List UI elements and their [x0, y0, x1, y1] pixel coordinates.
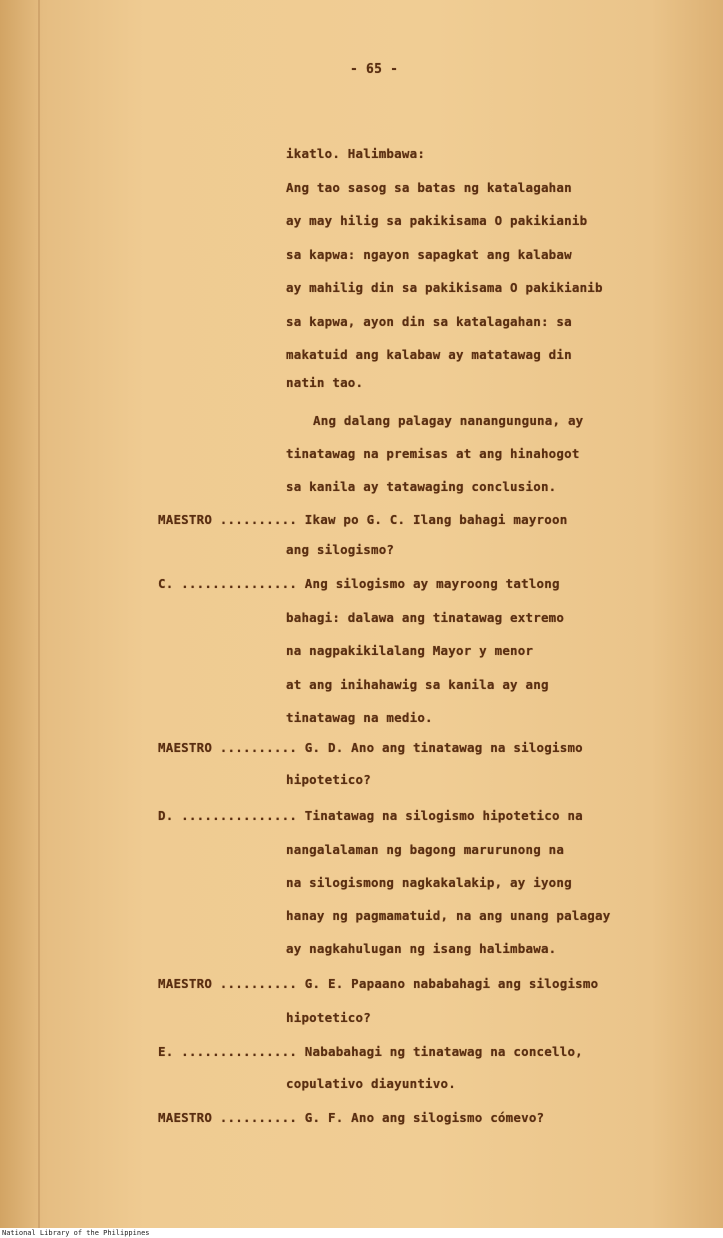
text-line: ay mahilig din sa pakikisama O pakikianib: [286, 280, 603, 295]
speaker-line: MAESTRO .......... Ikaw po G. C. Ilang bahagi mayroon: [158, 512, 568, 527]
text-line: nangalalaman ng bagong marurunong na: [286, 842, 565, 857]
text-line: ang silogismo?: [286, 542, 395, 557]
text-line: hipotetico?: [286, 772, 371, 787]
text-line: hipotetico?: [286, 1010, 371, 1025]
speaker-line: MAESTRO .......... G. E. Papaano nababahagi ang silogismo: [158, 976, 599, 991]
text-line: sa kapwa: ngayon sapagkat ang kalabaw: [286, 247, 572, 262]
text-line: ay may hilig sa pakikisama O pakikianib: [286, 213, 588, 228]
page-number: - 65 -: [350, 62, 399, 77]
speaker-line: D. ............... Tinatawag na silogismo hipotetico na: [158, 808, 583, 823]
speaker-line: MAESTRO .......... G. F. Ano ang silogismo cómevo?: [158, 1110, 545, 1125]
text-line: na nagpakikilalang Mayor y menor: [286, 643, 534, 658]
speaker-line: C. ............... Ang silogismo ay mayroong tatlong: [158, 576, 560, 591]
text-line: sa kanila ay tatawaging conclusion.: [286, 479, 557, 494]
text-line: Ang tao sasog sa batas ng katalagahan: [286, 180, 572, 195]
text-line: sa kapwa, ayon din sa katalagahan: sa: [286, 314, 572, 329]
text-line: natin tao.: [286, 375, 364, 390]
text-line: na silogismong nagkakalakip, ay iyong: [286, 875, 572, 890]
text-line: tinatawag na premisas at ang hinahogot: [286, 446, 580, 461]
text-line: ikatlo. Halimbawa:: [286, 146, 426, 161]
text-line: bahagi: dalawa ang tinatawag extremo: [286, 610, 565, 625]
library-footer: National Library of the Philippines: [0, 1228, 723, 1238]
text-line: makatuid ang kalabaw ay matatawag din: [286, 347, 572, 362]
text-line: at ang inihahawig sa kanila ay ang: [286, 677, 549, 692]
text-line: hanay ng pagmamatuid, na ang unang palagay: [286, 908, 611, 923]
speaker-line: MAESTRO .......... G. D. Ano ang tinatawag na silogismo: [158, 740, 583, 755]
text-line: ay nagkahulugan ng isang halimbawa.: [286, 941, 557, 956]
speaker-line: E. ............... Nababahagi ng tinatawag na concello,: [158, 1044, 583, 1059]
text-line: Ang dalang palagay nanangunguna, ay: [313, 413, 584, 428]
text-line: copulativo diayuntivo.: [286, 1076, 456, 1091]
text-line: tinatawag na medio.: [286, 710, 433, 725]
